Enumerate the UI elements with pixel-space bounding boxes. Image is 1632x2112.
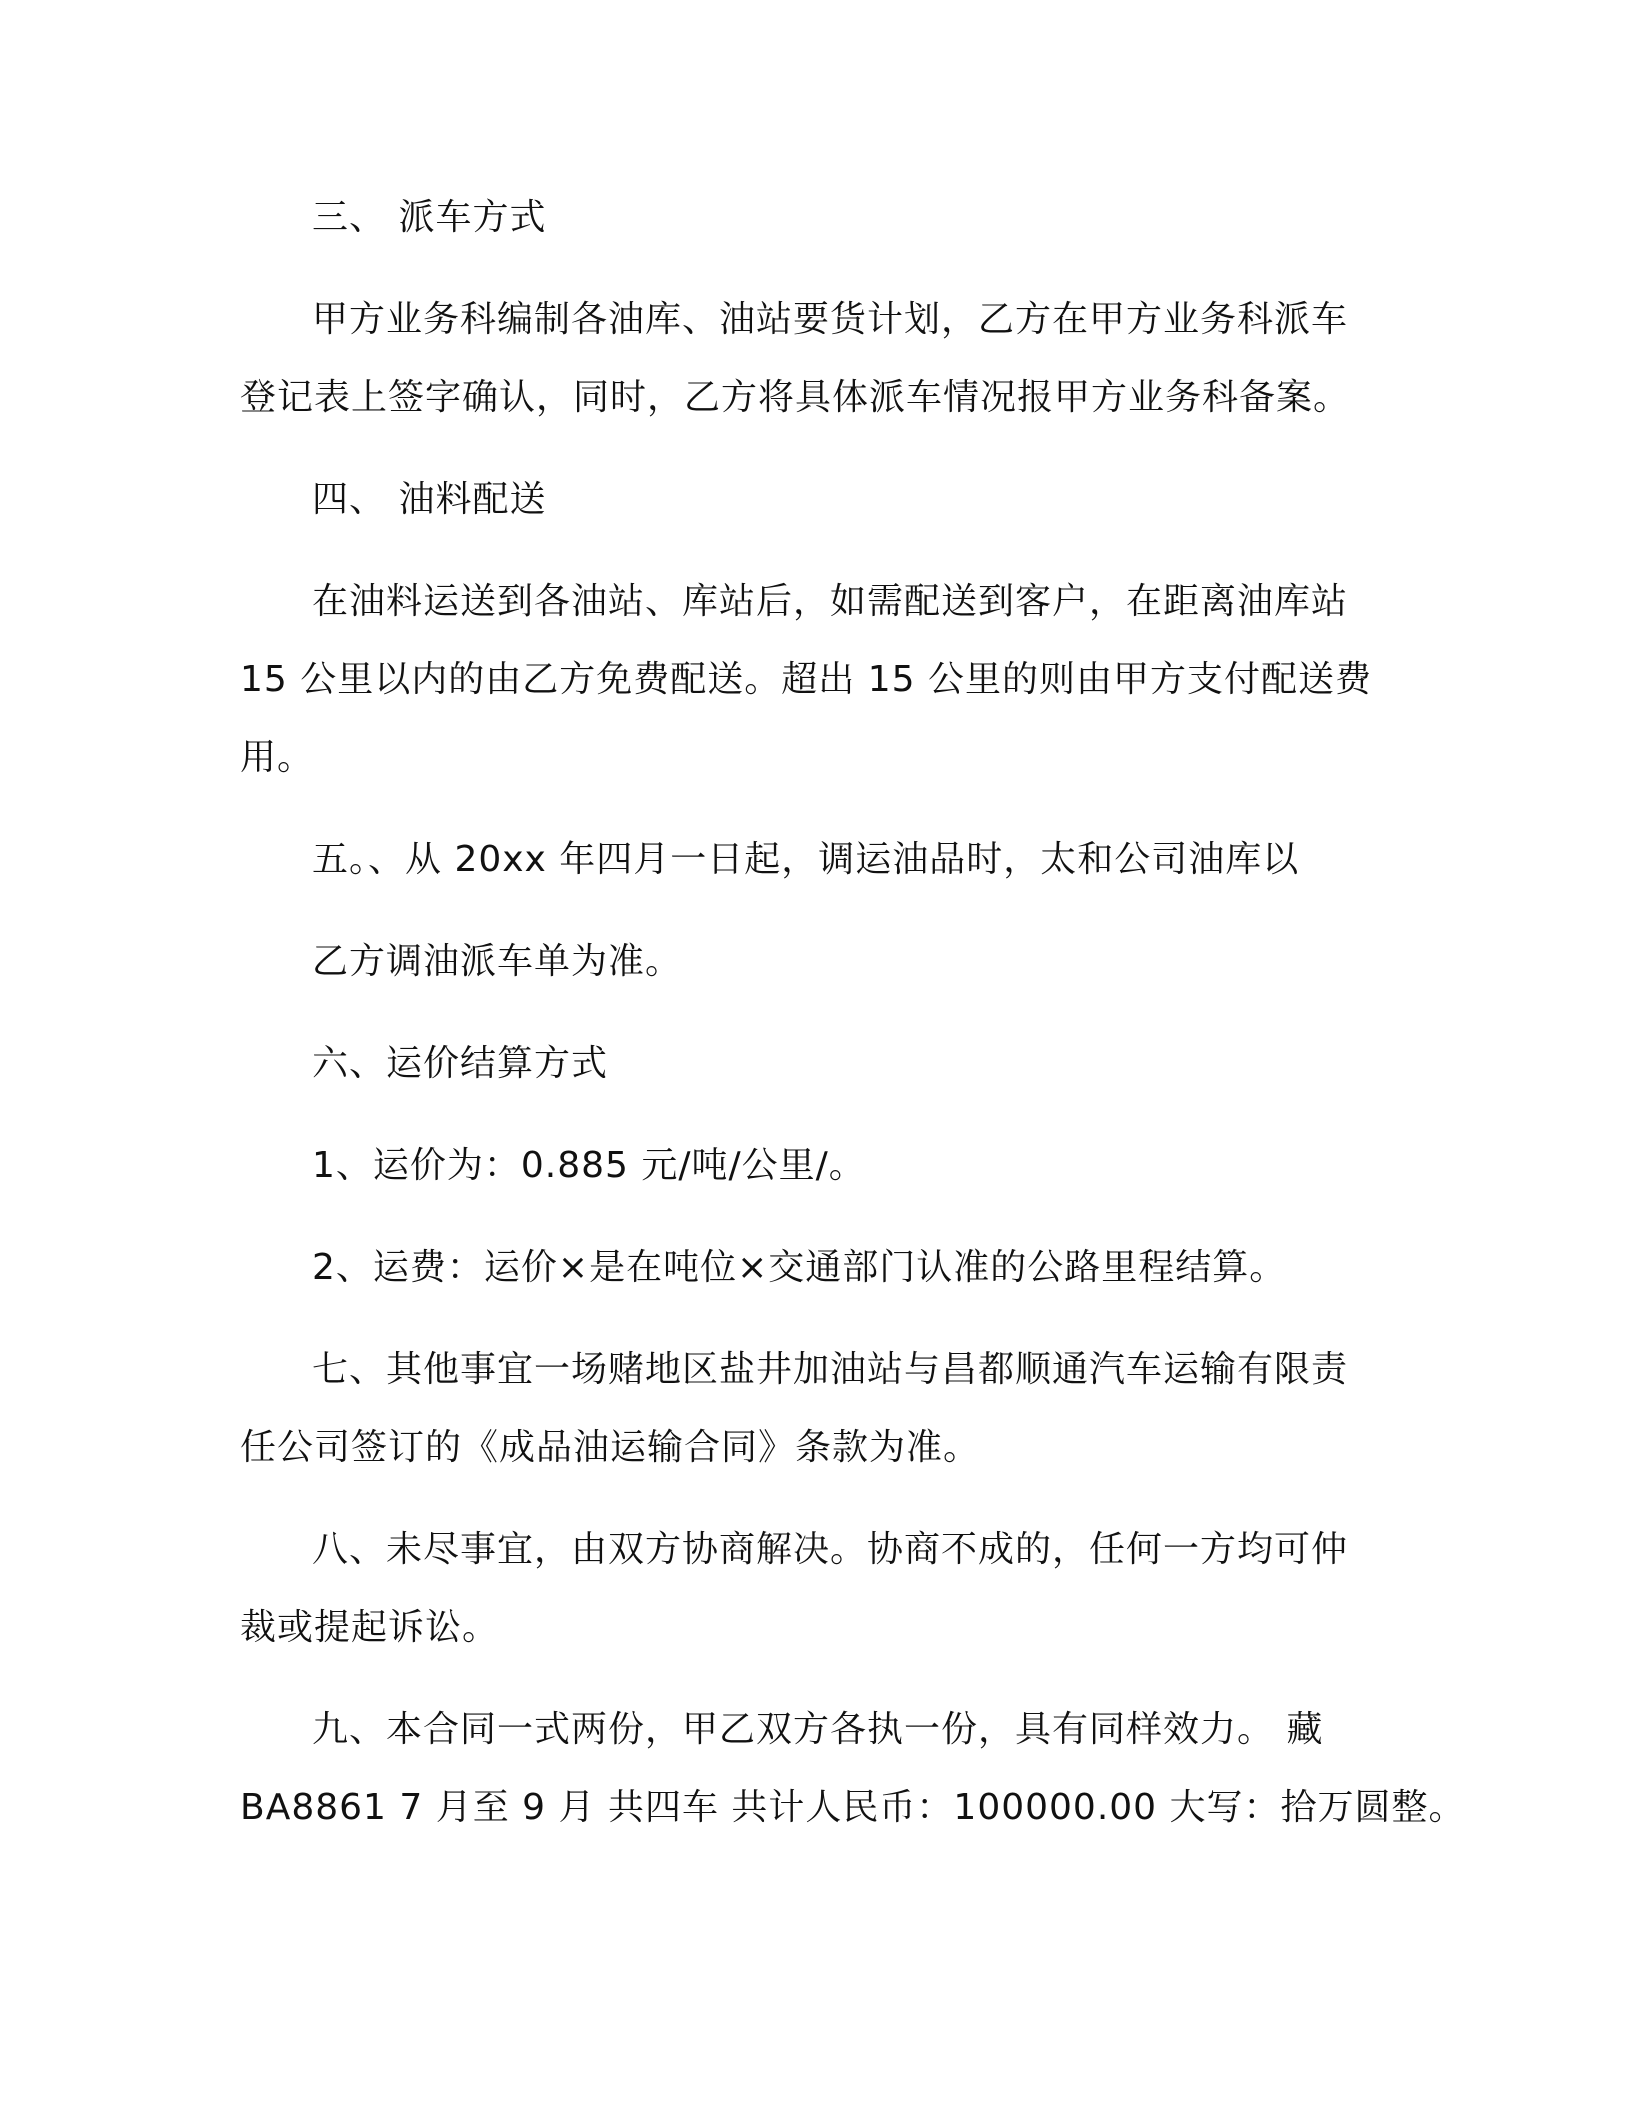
paragraph-line: 用。 [240, 737, 315, 778]
paragraph-line: 任公司签订的《成品油运输合同》条款为准。 [240, 1427, 981, 1468]
section-heading-fuel-delivery: 四、 油料配送 [312, 479, 547, 520]
paragraph-line: 七、其他事宜一场赌地区盐井加油站与昌都顺通汽车运输有限责 [312, 1349, 1349, 1390]
paragraph-line: 在油料运送到各油站、库站后，如需配送到客户，在距离油库站 [312, 581, 1349, 622]
section-heading-freight-settlement: 六、运价结算方式 [312, 1043, 609, 1084]
paragraph-line: 八、未尽事宜，由双方协商解决。协商不成的，任何一方均可仲 [312, 1529, 1349, 1570]
paragraph-line: 2、运费：运价×是在吨位×交通部门认准的公路里程结算。 [312, 1247, 1287, 1288]
paragraph-line: 九、本合同一式两份，甲乙双方各执一份，具有同样效力。 藏 [312, 1709, 1324, 1750]
paragraph-line: 甲方业务科编制各油库、油站要货计划，乙方在甲方业务科派车 [312, 299, 1349, 340]
paragraph-line: 乙方调油派车单为准。 [312, 941, 683, 982]
paragraph-line: 五。、从 20xx 年四月一日起，调运油品时，太和公司油库以 [312, 839, 1300, 880]
paragraph-line: 15 公里以内的由乙方免费配送。超出 15 公里的则由甲方支付配送费 [240, 659, 1372, 700]
section-heading-dispatch: 三、 派车方式 [312, 197, 547, 238]
paragraph-line: 1、运价为：0.885 元/吨/公里/。 [312, 1145, 866, 1186]
paragraph-line: 裁或提起诉讼。 [240, 1607, 500, 1648]
paragraph-line: 登记表上签字确认，同时，乙方将具体派车情况报甲方业务科备案。 [240, 377, 1351, 418]
paragraph-line: BA8861 7 月至 9 月 共四车 共计人民币：100000.00 大写：拾万圆整。 [240, 1787, 1466, 1828]
